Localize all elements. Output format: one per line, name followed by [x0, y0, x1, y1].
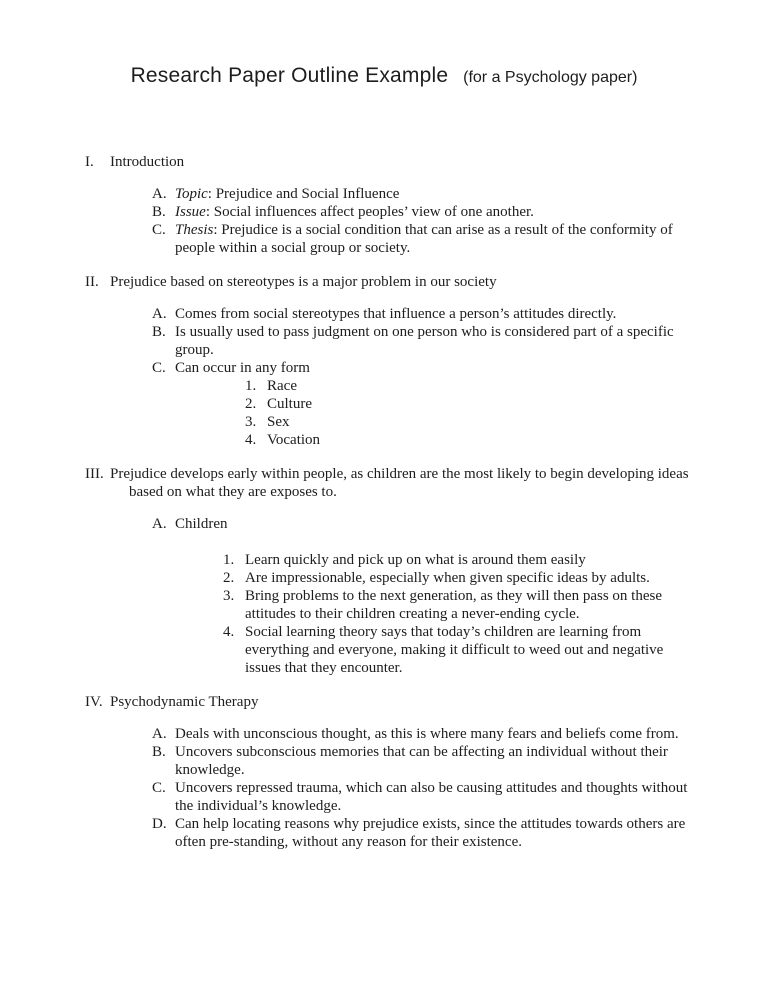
subitem-label: 2.: [245, 396, 257, 412]
item-lead-italic: Issue: [175, 204, 206, 220]
item-lead-italic: Thesis: [175, 222, 214, 238]
outline-subitem: [223, 623, 698, 677]
outline-subitem: [223, 587, 698, 623]
subitem-text: Social learning theory says that today’s children are learning from everything and everyone, making it difficult to weed out and negative issues that they encounter.: [245, 624, 664, 676]
item-text: Children: [175, 516, 228, 532]
outline-subitem: [245, 431, 698, 449]
outline-subitem: [223, 569, 698, 587]
item-label: C.: [152, 360, 166, 376]
item-text: Uncovers subconscious memories that can be affecting an individual without their knowledge.: [175, 744, 668, 778]
item-text: Deals with unconscious thought, as this is where many fears and beliefs come from.: [175, 726, 679, 742]
subitem-label: 4.: [223, 624, 235, 640]
section-label: I.: [85, 154, 94, 170]
section-2-items: [152, 305, 698, 449]
outline-item: [152, 203, 698, 221]
section-text: Introduction: [110, 154, 185, 170]
outline-item: [152, 743, 698, 779]
item-body: : Social influences affect peoples’ view of one another.: [205, 204, 534, 220]
subitem-text: Culture: [267, 396, 312, 412]
item-text: Can occur in any form: [175, 360, 310, 376]
subitem-text: Bring problems to the next generation, as they will then pass on these attitudes to their children creating a never-ending cycle.: [245, 588, 662, 622]
item-label: A.: [152, 726, 167, 742]
section-label: IV.: [85, 694, 103, 710]
subitem-label: 3.: [245, 414, 257, 430]
outline: [0, 153, 768, 851]
subitem-label: 4.: [245, 432, 257, 448]
item-label: B.: [152, 324, 166, 340]
section-label: III.: [85, 466, 104, 482]
section-1-items: [152, 185, 698, 257]
item-lead-italic: Topic: [175, 186, 208, 202]
section-2-sublist: [245, 377, 698, 449]
subitem-label: 1.: [223, 552, 235, 568]
section-3-sublist: [223, 551, 698, 677]
outline-item: [152, 725, 698, 743]
item-label: A.: [152, 516, 167, 532]
section-heading-introduction: [85, 153, 698, 171]
item-text: [175, 221, 698, 257]
section-heading-psychodynamic-therapy: [85, 693, 698, 711]
outline-item: [152, 323, 698, 359]
outline-item: [152, 779, 698, 815]
section-text: Psychodynamic Therapy: [110, 694, 259, 710]
item-text: Comes from social stereotypes that influence a person’s attitudes directly.: [175, 306, 617, 322]
section-text: Prejudice develops early within people, as children are the most likely to begin developing ideas based on what they are exposes to.: [110, 466, 689, 500]
subitem-text: Are impressionable, especially when given specific ideas by adults.: [245, 570, 650, 586]
subitem-text: Vocation: [267, 432, 321, 448]
outline-item: [152, 185, 698, 203]
outline-item: [152, 221, 698, 257]
item-text: Can help locating reasons why prejudice exists, since the attitudes towards others are often pre-standing, without any reason for their existence.: [175, 816, 686, 850]
subitem-text: Sex: [267, 414, 290, 430]
item-body: : Prejudice and Social Influence: [207, 186, 400, 202]
subitem-text: Race: [267, 378, 297, 394]
item-label: D.: [152, 816, 167, 832]
item-text: [175, 203, 698, 221]
item-body: : Prejudice is a social condition that can arise as a result of the conformity of people within a social group or society.: [175, 222, 673, 256]
outline-subitem: [245, 395, 698, 413]
outline-subitem: [245, 413, 698, 431]
subitem-text: Learn quickly and pick up on what is around them easily: [245, 552, 586, 568]
subitem-label: 1.: [245, 378, 257, 394]
section-heading-stereotypes: [85, 273, 698, 291]
subitem-label: 3.: [223, 588, 235, 604]
item-label: C.: [152, 780, 166, 796]
title-subtitle-text: (for a Psychology paper): [463, 69, 638, 86]
title-main-text: Research Paper Outline Example: [130, 64, 449, 87]
outline-item: [152, 815, 698, 851]
section-label: II.: [85, 274, 99, 290]
item-label: B.: [152, 744, 166, 760]
item-text: Is usually used to pass judgment on one person who is considered part of a specific group.: [175, 324, 674, 358]
item-label: B.: [152, 204, 166, 220]
document-title: [0, 0, 768, 93]
outline-item: [152, 515, 698, 533]
outline-subitem: [223, 551, 698, 569]
subitem-label: 2.: [223, 570, 235, 586]
section-text: Prejudice based on stereotypes is a major problem in our society: [110, 274, 497, 290]
item-text: [175, 185, 698, 203]
item-label: A.: [152, 306, 167, 322]
item-label: A.: [152, 186, 167, 202]
section-4-items: [152, 725, 698, 851]
item-text: Uncovers repressed trauma, which can also be causing attitudes and thoughts without the individual’s knowledge.: [175, 780, 688, 814]
outline-item: [152, 305, 698, 323]
section-3-items: [152, 515, 698, 677]
outline-item: [152, 359, 698, 377]
item-label: C.: [152, 222, 166, 238]
section-heading-development: [85, 465, 698, 501]
outline-subitem: [245, 377, 698, 395]
